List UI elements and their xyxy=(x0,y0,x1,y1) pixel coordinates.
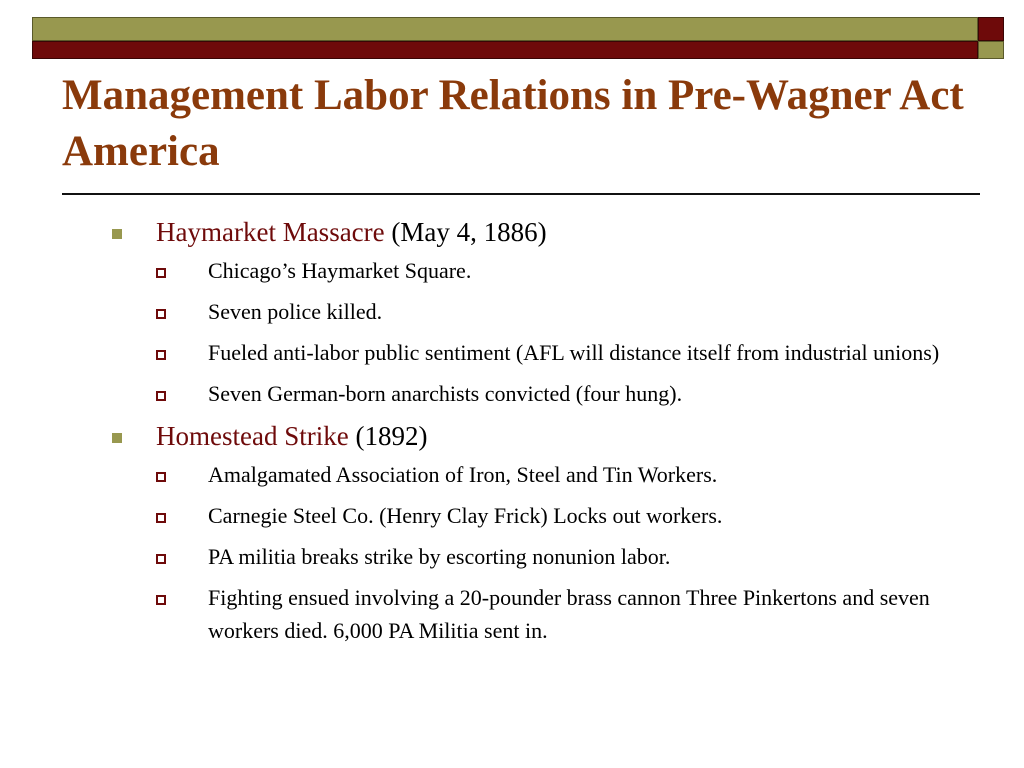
bullet-homestead-strike xyxy=(0,418,1024,454)
section-date: (1892) xyxy=(348,421,428,451)
sub-bullet-text: Amalgamated Association of Iron, Steel and Tin Workers. xyxy=(208,462,718,487)
square-bullet-icon xyxy=(112,433,122,443)
header-maroon-bar xyxy=(32,41,978,59)
header-olive-square xyxy=(978,41,1004,59)
bullet-haymarket-massacre xyxy=(0,214,1024,250)
sub-bullet xyxy=(0,458,1024,491)
section-date: (May 4, 1886) xyxy=(384,217,547,247)
sub-bullet-text: Seven police killed. xyxy=(208,299,383,324)
slide-body xyxy=(0,214,1024,655)
sub-bullet xyxy=(0,377,1024,410)
sub-bullet-text: Chicago’s Haymarket Square. xyxy=(208,258,472,283)
slide-title: Management Labor Relations in Pre-Wagner Act America xyxy=(62,72,964,175)
section-term: Haymarket Massacre xyxy=(156,217,385,247)
hollow-square-bullet-icon xyxy=(156,513,166,523)
hollow-square-bullet-icon xyxy=(156,554,166,564)
sub-bullet-text: PA militia breaks strike by escorting nonunion labor. xyxy=(208,544,671,569)
hollow-square-bullet-icon xyxy=(156,595,166,605)
section-term: Homestead Strike xyxy=(156,421,349,451)
square-bullet-icon xyxy=(112,229,122,239)
sub-bullet xyxy=(0,499,1024,532)
sub-bullet-text: Seven German-born anarchists convicted (four hung). xyxy=(208,381,683,406)
sub-bullet xyxy=(0,295,1024,328)
sub-bullet xyxy=(0,254,1024,287)
hollow-square-bullet-icon xyxy=(156,309,166,319)
hollow-square-bullet-icon xyxy=(156,350,166,360)
hollow-square-bullet-icon xyxy=(156,472,166,482)
sub-bullet-text: Fighting ensued involving a 20-pounder brass cannon Three Pinkertons and seven workers died. 6,000 PA Militia sent in. xyxy=(208,585,930,643)
title-divider xyxy=(62,193,980,195)
sub-bullet xyxy=(0,336,1024,369)
hollow-square-bullet-icon xyxy=(156,268,166,278)
sub-bullet-text: Carnegie Steel Co. (Henry Clay Frick) Locks out workers. xyxy=(208,503,723,528)
sub-bullet xyxy=(0,581,1024,647)
hollow-square-bullet-icon xyxy=(156,391,166,401)
sub-bullet-text: Fueled anti-labor public sentiment (AFL will distance itself from industrial unions) xyxy=(208,340,940,365)
sub-bullet xyxy=(0,540,1024,573)
header-maroon-square xyxy=(978,17,1004,41)
header-olive-bar xyxy=(32,17,978,41)
